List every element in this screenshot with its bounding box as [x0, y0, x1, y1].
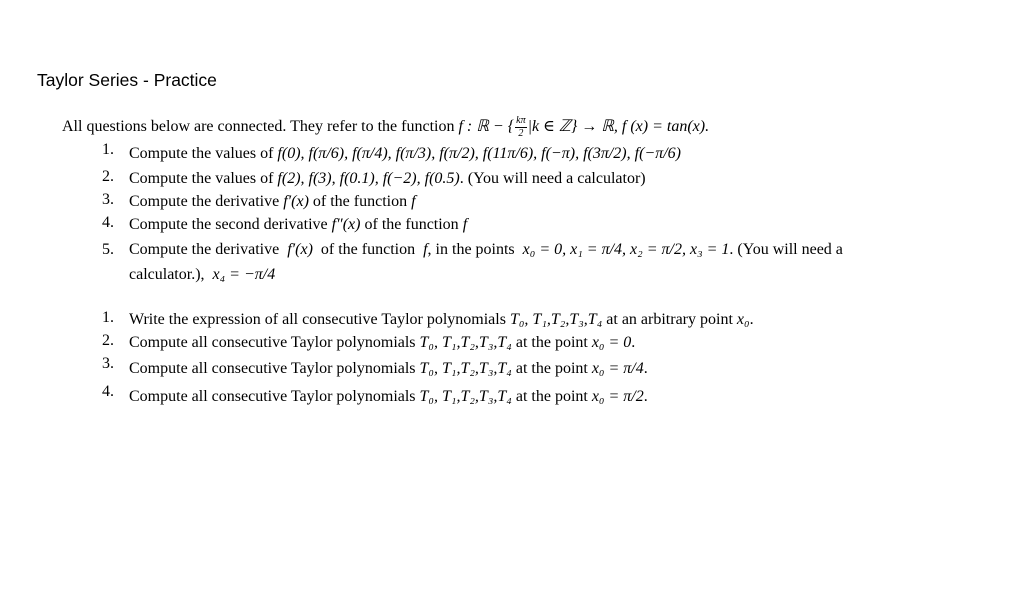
math-expression: x₀ = 0, x₁ = π/4, x₂ = π/2, x₃ = 1 — [522, 241, 730, 258]
intro-function-definition: f : ℝ − { $\frac{k\pi}{2}$ |k ∈ ℤ} → ℝ, f (x) = tan(x). — [458, 114, 710, 139]
math-expression: x₀ = π/2 — [591, 387, 644, 405]
math-expression: x₀ = 0 — [591, 334, 632, 352]
question-list-part1 — [62, 140, 1012, 284]
list-item: 5. Compute the derivative f′(x) of the function f, in the points x₀ = 0, x₁ = π/4, x₂ = π/2, x₃ = 1. (You will need a calculator.), x₄ = −π/4 — [62, 236, 1012, 284]
question-list-part2 — [62, 308, 1012, 410]
list-item: 4. Compute the second derivative f″(x) of the function f — [102, 214, 468, 233]
math-expression: x₄ = −π/4 — [212, 266, 276, 284]
math-expression: f(2), f(3), f(0.1), f(−2), f(0.5) — [277, 169, 460, 187]
math-expression: f(0), f(π/6), f(π/4), f(π/3), f(π/2), f(11π/6), f(−π), f(3π/2), f(−π/6) — [277, 144, 681, 162]
intro-paragraph — [62, 114, 1012, 140]
list-item: 2. Compute all consecutive Taylor polynomials T₀, T₁,T₂,T₃,T₄ at the point x₀ = 0 . — [102, 332, 636, 352]
list-item: 3. Compute all consecutive Taylor polynomials T₀, T₁,T₂,T₃,T₄ at the point x₀ = π/4 . — [102, 355, 648, 377]
page-title: Taylor Series - Practice — [37, 70, 217, 90]
list-item: 3. Compute the derivative f′(x) of the function f — [102, 191, 416, 210]
math-expression: f′(x) — [287, 241, 313, 258]
list-item: 2. Compute the values of f(2), f(3), f(0.1), f(−2), f(0.5) . (You will need a calculator) — [102, 168, 646, 187]
math-expression: f′(x) — [283, 192, 309, 210]
math-expression: x₀ — [736, 311, 750, 329]
list-item: 4. Compute all consecutive Taylor polynomials T₀, T₁,T₂,T₃,T₄ at the point x₀ = π/2 . — [102, 383, 648, 405]
math-expression: T₀, T₁,T₂,T₃,T₄ — [419, 359, 512, 377]
math-expression: T₀, T₁,T₂,T₃,T₄ — [419, 387, 512, 405]
math-expression: T₀, T₁,T₂,T₃,T₄ — [419, 334, 512, 352]
document-body — [62, 114, 1012, 410]
list-item: 1. Compute the values of f(0), f(π/6), f(π/4), f(π/3), f(π/2), f(11π/6), f(−π), f(3π/2), f(−π/6) — [102, 141, 681, 162]
list-item: 1. Write the expression of all consecutive Taylor polynomials T₀, T₁,T₂,T₃,T₄ at an arbitrary point x₀ . — [102, 309, 754, 329]
math-expression: f″(x) — [331, 215, 361, 233]
list-item-continuation: calculator.), x₄ = −π/4 — [129, 266, 276, 284]
intro-text: All questions below are connected. They refer to the function — [62, 118, 455, 136]
math-expression: x₀ = π/4 — [591, 359, 644, 377]
math-expression: T₀, T₁,T₂,T₃,T₄ — [509, 311, 603, 329]
